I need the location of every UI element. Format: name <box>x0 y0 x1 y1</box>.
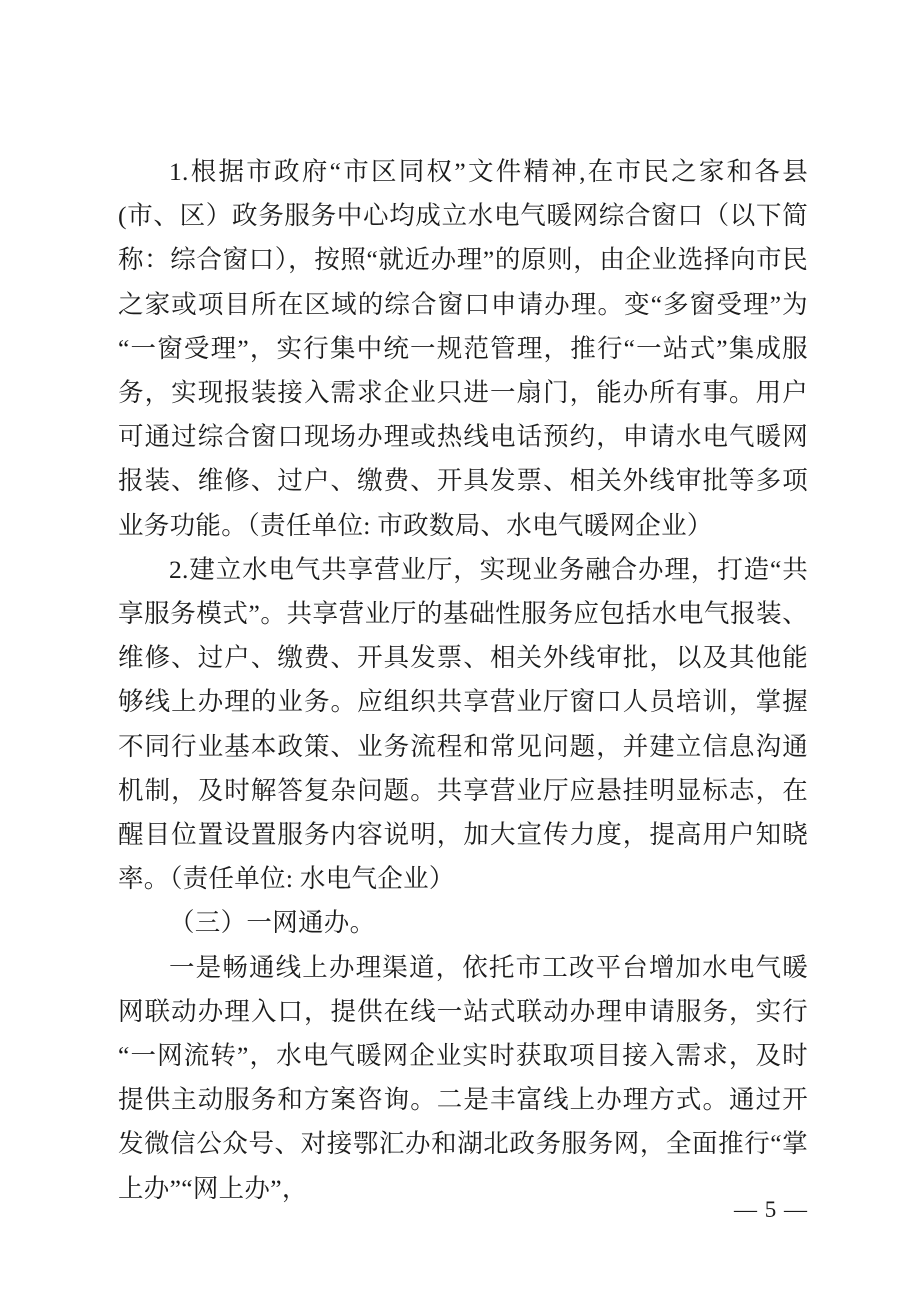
page-number: — 5 — <box>734 1197 808 1222</box>
document-body <box>118 150 808 1211</box>
paragraph-2: 2.建立水电气共享营业厅，实现业务融合办理，打造“共享服务模式”。共享营业厅的基础性服务应包括水电气报装、维修、过户、缴费、开具发票、相关外线审批，以及其他能够线上办理的业务。应组织共享营业厅窗口人员培训，掌握不同行业基本政策、业务流程和常见问题，并建立信息沟通机制，及时解答复杂问题。共享营业厅应悬挂明显标志，在醒目位置设置服务内容说明，加大宣传力度，提高用户知晓率。（责任单位: 水电气企业） <box>118 554 808 894</box>
paragraph-1: 1.根据市政府“市区同权”文件精神,在市民之家和各县(市、区）政务服务中心均成立水电气暖网综合窗口（以下简称：综合窗口），按照“就近办理”的原则，由企业选择向市民之家或项目所在区域的综合窗口申请办理。变“多窗受理”为“一窗受理”，实行集中统一规范管理，推行“一站式”集成服务，实现报装接入需求企业只进一扇门，能办所有事。用户可通过综合窗口现场办理或热线电话预约，申请水电气暖网报装、维修、过户、缴费、开具发票、相关外线审批等多项业务功能。（责任单位: 市政数局、水电气暖网企业） <box>118 157 808 540</box>
paragraph-4: 一是畅通线上办理渠道，依托市工改平台增加水电气暖网联动办理入口，提供在线一站式联动办理申请服务，实行“一网流转”，水电气暖网企业实时获取项目接入需求，及时提供主动服务和方案咨询。二是丰富线上办理方式。通过开发微信公众号、对接鄂汇办和湖北政务服务网，全面推行“掌上办”“网上办”， <box>118 952 808 1203</box>
paragraph-3-heading: （三）一网通办。 <box>169 908 376 938</box>
